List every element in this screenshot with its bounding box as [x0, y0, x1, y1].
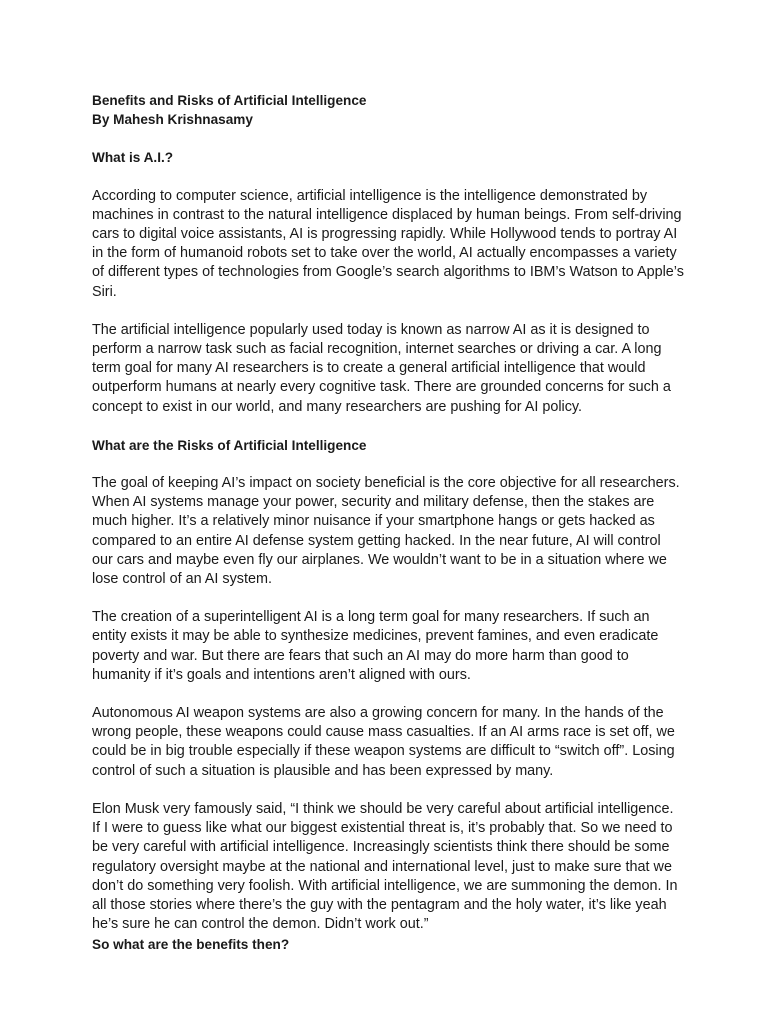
- paragraph-narrow-ai: The artificial intelligence popularly used today is known as narrow AI as it is designed to perform a narrow task such as facial recognition, internet searches or driving a car. A long term goal for many AI researchers is to create a general artificial intelligence that would outperform humans at nearly every cognitive task. There are grounded concerns for such a concept to exist in our world, and many researchers are pushing for AI policy.: [92, 321, 671, 415]
- spacer: [92, 685, 684, 704]
- document-title: Benefits and Risks of Artificial Intelligence: [92, 93, 367, 108]
- spacer: [92, 168, 684, 187]
- title-block: [92, 91, 684, 129]
- spacer: [92, 302, 684, 321]
- document-body: [92, 91, 684, 955]
- document-author: By Mahesh Krishnasamy: [92, 112, 253, 128]
- spacer: [92, 129, 684, 148]
- section-heading-what-is-ai: What is A.I.?: [92, 150, 174, 166]
- section-heading-benefits: So what are the benefits then?: [92, 937, 290, 953]
- paragraph-ai-definition: According to computer science, artificial intelligence is the intelligence demonstrated by machines in contrast to the natural intelligence displaced by human beings. From self-driving cars to digital voice assistants, AI is progressing rapidly. While Hollywood tends to portray AI in the form of humanoid robots set to take over the world, AI actually encompasses a variety of different types of technologies from Google’s search algorithms to IBM’s Watson to Apple’s Siri.: [92, 187, 684, 300]
- spacer: [92, 455, 684, 474]
- spacer: [92, 417, 684, 436]
- spacer: [92, 589, 684, 608]
- paragraph-elon-musk-quote: Elon Musk very famously said, “I think we should be very careful about artificial intelligence. If I were to guess like what our biggest existential threat is, it’s probably that. So we need to be very careful with artificial intelligence. Increasingly scientists think there should be some regulatory oversight maybe at the national and international level, just to make sure that we don’t do something very foolish. With artificial intelligence, we are summoning the demon. In all those stories where there’s the guy with the pentagram and the holy water, it’s like yeah he’s sure he can control the demon. Didn’t work out.”: [92, 800, 678, 933]
- section-heading-risks: What are the Risks of Artificial Intelligence: [92, 437, 367, 453]
- paragraph-superintelligent-ai: The creation of a superintelligent AI is a long term goal for many researchers. If such an entity exists it may be able to synthesize medicines, prevent famines, and even eradicate poverty and war. But there are fears that such an AI may do more harm than good to humanity if it’s goals and intentions aren’t aligned with ours.: [92, 609, 659, 683]
- paragraph-autonomous-weapons: Autonomous AI weapon systems are also a growing concern for many. In the hands of the wrong people, these weapons could cause mass casualties. If an AI arms race is set off, we could be in big trouble especially if these weapon systems are difficult to “switch off”. Losing control of such a situation is plausible and has been expressed by many.: [92, 705, 675, 779]
- spacer: [92, 781, 684, 800]
- paragraph-risk-goal: The goal of keeping AI’s impact on society beneficial is the core objective for all researchers. When AI systems manage your power, security and military defense, then the stakes are much higher. It’s a relatively minor nuisance if your smartphone hangs or gets hacked as compared to an entire AI defense system getting hacked. In the near future, AI will control our cars and maybe even fly our airplanes. We wouldn’t want to be in a situation where we lose control of an AI system.: [92, 475, 680, 588]
